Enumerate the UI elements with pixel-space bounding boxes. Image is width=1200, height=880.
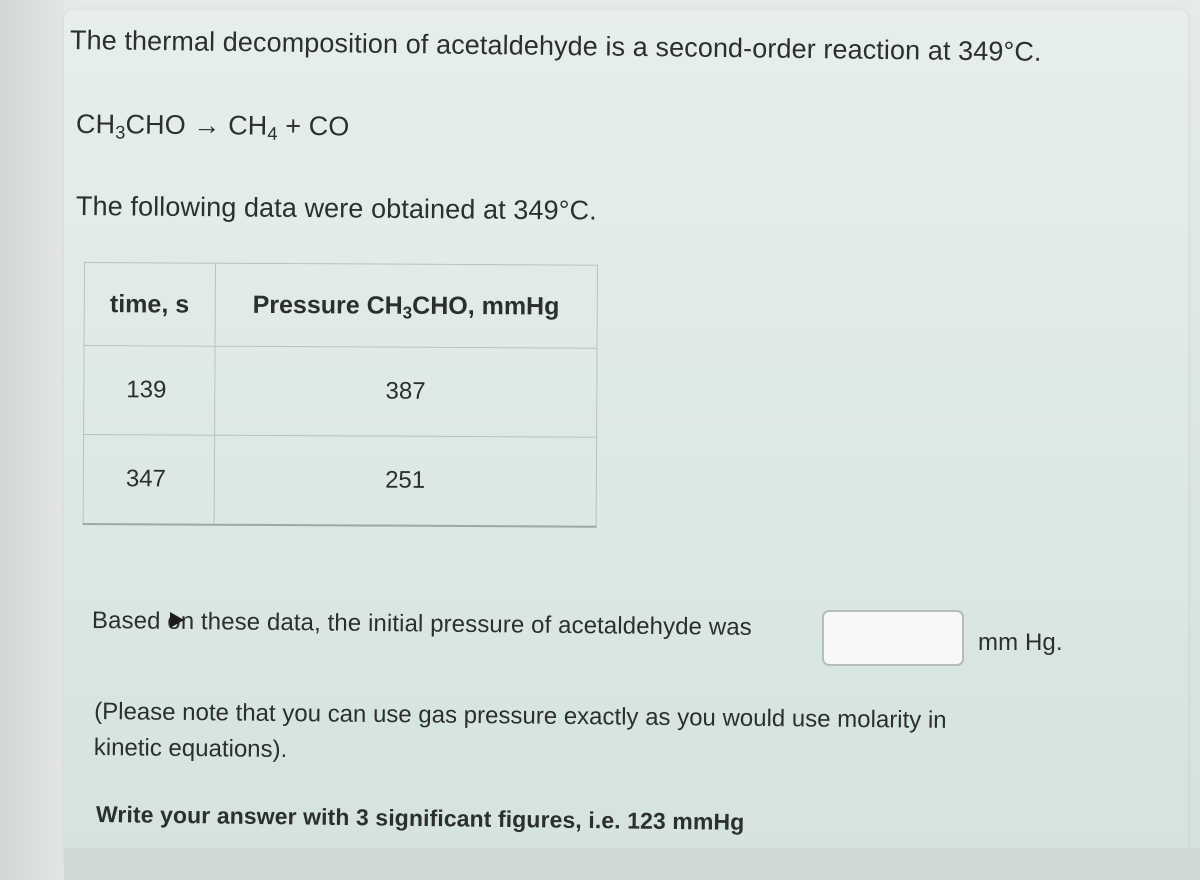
table-row (83, 435, 596, 527)
left-edge (0, 0, 64, 880)
answer-input[interactable] (822, 610, 964, 666)
unit-label: mm Hg. (978, 629, 1063, 656)
table-header-row (84, 263, 597, 349)
header-pressure-suffix: CHO, mmHg (412, 291, 560, 320)
mouse-cursor-icon (170, 612, 184, 628)
product1-prefix: CH (228, 110, 268, 141)
reaction-arrow: → (193, 110, 221, 141)
header-pressure-subscript: 3 (402, 302, 413, 322)
reactant-subscript: 3 (115, 121, 126, 143)
table-row (84, 346, 597, 438)
note-text (94, 694, 1055, 776)
problem-intro: The thermal decomposition of acetaldehyde is a second-order reaction at 349°C. (69, 25, 1042, 67)
header-pressure-prefix: Pressure CH (252, 290, 403, 320)
pressure-cell: 251 (214, 435, 597, 527)
product2: CO (308, 111, 350, 142)
plus-sign: + (285, 110, 302, 141)
data-table (83, 262, 598, 528)
time-cell: 347 (83, 435, 214, 525)
note-line-2: kinetic equations). (93, 733, 288, 764)
reaction-equation (76, 108, 350, 144)
time-cell: 139 (84, 346, 215, 436)
product1-subscript: 4 (267, 122, 278, 144)
header-time: time, s (84, 263, 215, 347)
answer-instructions: Write your answer with 3 significant figures, i.e. 123 mmHg (95, 801, 745, 835)
reactant-suffix: CHO (125, 109, 186, 140)
note-line-1: (Please note that you can use gas pressure exactly as you would use molarity in (94, 698, 947, 734)
question-text: Based on these data, the initial pressure of acetaldehyde was (91, 607, 752, 641)
header-pressure (215, 263, 598, 348)
bottom-edge (64, 848, 1200, 880)
reactant-prefix: CH (75, 109, 116, 140)
pressure-cell: 387 (214, 346, 597, 437)
data-intro: The following data were obtained at 349°C. (75, 191, 597, 226)
